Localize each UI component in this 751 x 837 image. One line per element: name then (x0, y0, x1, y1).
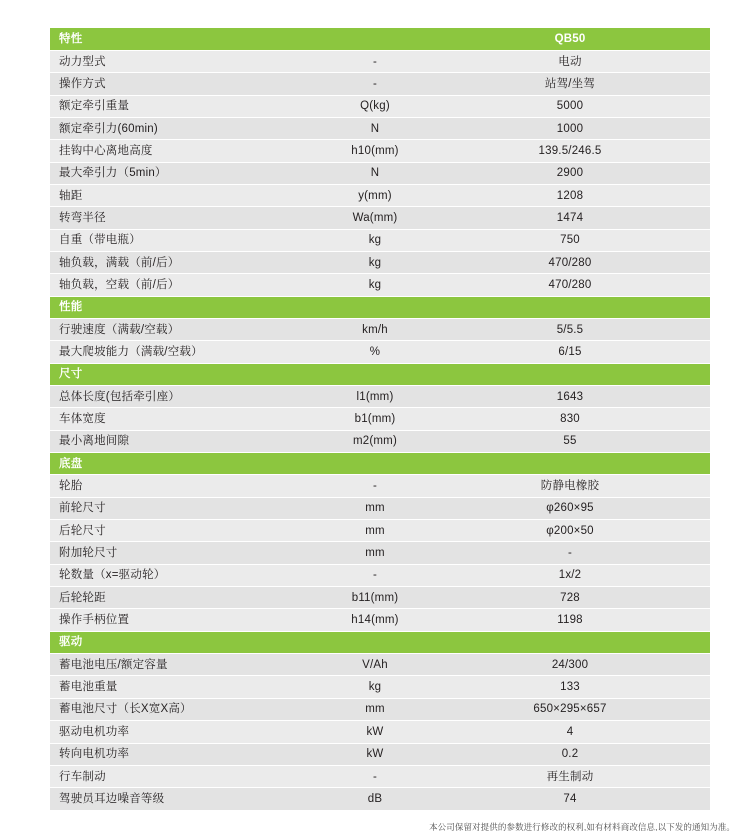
row-unit: h10(mm) (320, 140, 430, 162)
row-label: 额定牵引重量 (50, 95, 320, 117)
row-label: 操作方式 (50, 73, 320, 95)
section-filler (320, 296, 430, 318)
table-row (50, 162, 710, 184)
section-label: 底盘 (50, 453, 320, 475)
row-label: 驾驶员耳边噪音等级 (50, 788, 320, 810)
row-unit: h14(mm) (320, 609, 430, 631)
row-label: 轴距 (50, 184, 320, 206)
table-row (50, 564, 710, 586)
section-header-performance (50, 296, 710, 318)
row-value: 470/280 (430, 251, 710, 273)
row-value: 24/300 (430, 654, 710, 676)
row-label: 车体宽度 (50, 408, 320, 430)
table-row (50, 430, 710, 452)
table-row (50, 95, 710, 117)
row-unit: kW (320, 743, 430, 765)
row-label: 行驶速度（满载/空载） (50, 318, 320, 340)
row-value: 0.2 (430, 743, 710, 765)
row-unit: m2(mm) (320, 430, 430, 452)
row-label: 蓄电池尺寸（长X宽X高） (50, 698, 320, 720)
table-row (50, 609, 710, 631)
section-header-dimensions (50, 363, 710, 385)
row-label: 最大爬坡能力（满载/空载） (50, 341, 320, 363)
table-row (50, 50, 710, 72)
row-label: 最小离地间隙 (50, 430, 320, 452)
row-label: 自重（带电瓶） (50, 229, 320, 251)
header-unit-label (320, 28, 430, 50)
row-unit: - (320, 475, 430, 497)
row-unit: b11(mm) (320, 587, 430, 609)
header-feature-label: 特性 (50, 28, 320, 50)
section-label: 驱动 (50, 631, 320, 653)
table-row (50, 207, 710, 229)
table-row (50, 788, 710, 810)
section-header-drive (50, 631, 710, 653)
row-label: 轮数量（x=驱动轮） (50, 564, 320, 586)
row-value: 750 (430, 229, 710, 251)
row-value: 2900 (430, 162, 710, 184)
row-label: 蓄电池电压/额定容量 (50, 654, 320, 676)
table-row (50, 229, 710, 251)
row-label: 后轮尺寸 (50, 520, 320, 542)
table-row (50, 184, 710, 206)
row-value: 55 (430, 430, 710, 452)
row-label: 附加轮尺寸 (50, 542, 320, 564)
table-row (50, 587, 710, 609)
footnote-text: 本公司保留对提供的参数进行修改的权利,如有材料商改信息,以下发的通知为准。 (429, 822, 735, 832)
header-model-label: QB50 (430, 28, 710, 50)
row-label: 轴负载，满载（前/后） (50, 251, 320, 273)
row-value: 650×295×657 (430, 698, 710, 720)
row-unit: - (320, 765, 430, 787)
row-value: 1x/2 (430, 564, 710, 586)
table-row (50, 408, 710, 430)
table-row (50, 475, 710, 497)
row-value: 防静电橡胶 (430, 475, 710, 497)
table-row (50, 73, 710, 95)
table-row (50, 251, 710, 273)
row-value: 74 (430, 788, 710, 810)
row-unit: l1(mm) (320, 386, 430, 408)
row-value: 1208 (430, 184, 710, 206)
section-header-chassis (50, 453, 710, 475)
row-value: 830 (430, 408, 710, 430)
row-label: 操作手柄位置 (50, 609, 320, 631)
row-label: 轴负载，空载（前/后） (50, 274, 320, 296)
row-label: 转弯半径 (50, 207, 320, 229)
row-value: 6/15 (430, 341, 710, 363)
specification-table (50, 28, 710, 811)
row-value: 5000 (430, 95, 710, 117)
row-unit: Q(kg) (320, 95, 430, 117)
row-value: 再生制动 (430, 765, 710, 787)
row-value: 电动 (430, 50, 710, 72)
table-row (50, 721, 710, 743)
table-header-row (50, 28, 710, 50)
row-unit: - (320, 50, 430, 72)
table-row (50, 743, 710, 765)
table-row (50, 520, 710, 542)
row-label: 驱动电机功率 (50, 721, 320, 743)
row-value: - (430, 542, 710, 564)
row-unit: mm (320, 542, 430, 564)
section-filler (320, 453, 430, 475)
row-value: 1000 (430, 117, 710, 139)
row-value: 1474 (430, 207, 710, 229)
table-row (50, 274, 710, 296)
section-filler (320, 631, 430, 653)
section-label: 性能 (50, 296, 320, 318)
table-row (50, 497, 710, 519)
section-filler (430, 363, 710, 385)
row-unit: mm (320, 497, 430, 519)
row-unit: - (320, 564, 430, 586)
row-unit: mm (320, 698, 430, 720)
row-unit: mm (320, 520, 430, 542)
section-filler (320, 363, 430, 385)
row-label: 挂钩中心离地高度 (50, 140, 320, 162)
section-filler (430, 296, 710, 318)
row-unit: kg (320, 251, 430, 273)
row-label: 轮胎 (50, 475, 320, 497)
table-row (50, 140, 710, 162)
row-label: 最大牵引力（5min） (50, 162, 320, 184)
row-value: 470/280 (430, 274, 710, 296)
row-value: φ260×95 (430, 497, 710, 519)
row-unit: km/h (320, 318, 430, 340)
table-row (50, 654, 710, 676)
row-value: 1198 (430, 609, 710, 631)
section-filler (430, 631, 710, 653)
table-body (50, 28, 710, 810)
row-label: 前轮尺寸 (50, 497, 320, 519)
row-unit: Wa(mm) (320, 207, 430, 229)
row-label: 额定牵引力(60min) (50, 117, 320, 139)
row-value: 1643 (430, 386, 710, 408)
section-label: 尺寸 (50, 363, 320, 385)
row-unit: dB (320, 788, 430, 810)
row-label: 动力型式 (50, 50, 320, 72)
table-row (50, 117, 710, 139)
section-filler (430, 453, 710, 475)
row-value: 139.5/246.5 (430, 140, 710, 162)
row-unit: kg (320, 229, 430, 251)
row-label: 行车制动 (50, 765, 320, 787)
row-unit: - (320, 73, 430, 95)
row-unit: % (320, 341, 430, 363)
row-value: 5/5.5 (430, 318, 710, 340)
row-value: 站驾/坐驾 (430, 73, 710, 95)
table-row (50, 386, 710, 408)
table-row (50, 765, 710, 787)
row-value: φ200×50 (430, 520, 710, 542)
table-row (50, 542, 710, 564)
row-unit: b1(mm) (320, 408, 430, 430)
table-row (50, 676, 710, 698)
table-row (50, 318, 710, 340)
row-unit: y(mm) (320, 184, 430, 206)
row-label: 总体长度(包括牵引座） (50, 386, 320, 408)
row-label: 转向电机功率 (50, 743, 320, 765)
row-unit: V/Ah (320, 654, 430, 676)
row-value: 4 (430, 721, 710, 743)
row-label: 后轮轮距 (50, 587, 320, 609)
row-unit: N (320, 162, 430, 184)
row-unit: kg (320, 676, 430, 698)
row-value: 133 (430, 676, 710, 698)
row-unit: N (320, 117, 430, 139)
table-row (50, 698, 710, 720)
row-unit: kW (320, 721, 430, 743)
row-value: 728 (430, 587, 710, 609)
row-unit: kg (320, 274, 430, 296)
row-label: 蓄电池重量 (50, 676, 320, 698)
table-row (50, 341, 710, 363)
